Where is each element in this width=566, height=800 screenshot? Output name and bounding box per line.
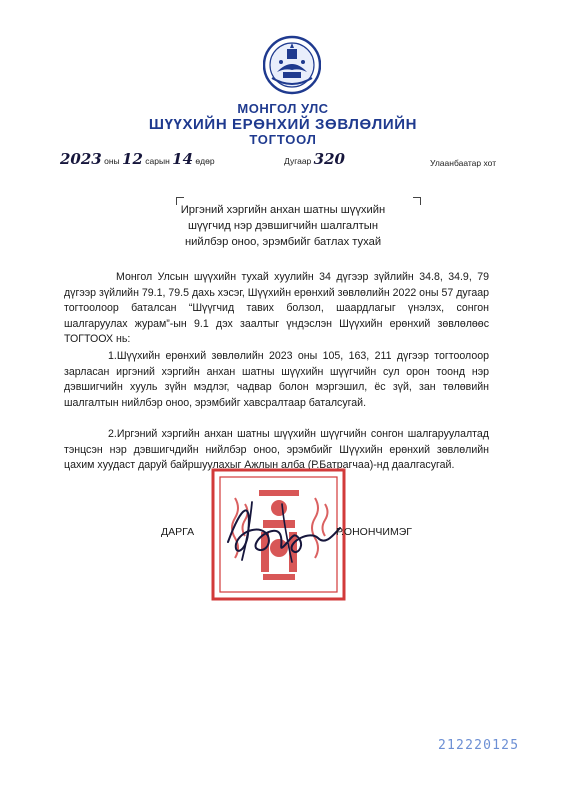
registry-number: 212220125 — [438, 738, 520, 753]
country-name: МОНГОЛ УЛС — [237, 101, 329, 116]
number-line — [284, 150, 345, 168]
date-month: 12 — [122, 150, 143, 168]
city: Улаанбаатар хот — [430, 158, 497, 168]
subject-line: шүүгчид нэр дэвшигчийн шалгалтын — [187, 220, 379, 232]
year-suffix: оны — [104, 156, 120, 166]
date-day: 14 — [172, 150, 194, 168]
document-subject — [140, 202, 426, 250]
date-line — [60, 150, 215, 168]
number-label: Дугаар — [284, 156, 312, 166]
decision-item-1: 1.Шүүхийн ерөнхий зөвлөлийн 2023 оны 105, 163, 211 дүгээр тогтоолоор зарласан иргэний хэргийн анхан шатны шүүхийн шүүгчийн сул орон тоонд нэр дэвшигчийн хууль зүйн мэдлэг, чадвар болон мэргэшил, ёс зүй, зан төлөвийн шалгалтын нийлбэр оноо, эрэмбийг хавсралтаар баталсугай. — [64, 350, 489, 409]
subject-line: Иргэний хэргийн анхан шатны шүүхийн — [180, 204, 386, 216]
date-year: 2023 — [60, 150, 102, 168]
month-suffix: сарын — [145, 156, 170, 166]
state-emblem-icon — [263, 34, 321, 96]
handwritten-signature — [222, 494, 342, 564]
day-suffix: өдөр — [195, 156, 215, 166]
preamble-paragraph: Монгол Улсын шүүхийн тухай хуулийн 34 дүгээр зүйлийн 34.8, 34.9, 79 дүгээр зүйлийн 79.1, 79.5 дахь хэсэг, Шүүхийн ерөнхий зөвлөлийн 2022 оны 57 дугаар тогтоолоор баталсан “Шүүгчид тавих болзол, шаардлагыг үнэлэх, сонгон шалгаруулах журам”-ын 9.1 дэх заалтыг үндэслэн Шүүхийн ерөнхий зөвлөлөөс ТОГТООХ нь: — [64, 271, 489, 346]
signatory-title: ДАРГА — [161, 526, 195, 538]
subject-line: нийлбэр оноо, эрэмбийг батлах тухай — [184, 236, 382, 248]
signatory-name: Р.ОНОНЧИМЭГ — [336, 526, 412, 538]
document-type: ТОГТООЛ — [249, 132, 317, 147]
document-number: 320 — [313, 150, 345, 168]
organization-name: ШҮҮХИЙН ЕРӨНХИЙ ЗӨВЛӨЛИЙН — [148, 116, 418, 133]
decision-item-2: 2.Иргэний хэргийн анхан шатны шүүхийн шүүгчийн сонгон шалгаруулалтад тэнцсэн нэр дэвшигчдийн нийлбэр оноо, эрэмбийг Шүүхийн ерөнхий зөвлөлийн цахим хуудаст даруй байршуулахыг Ажлын алба (Р.Батрагчаа)-нд даалгасугай. — [64, 428, 489, 472]
